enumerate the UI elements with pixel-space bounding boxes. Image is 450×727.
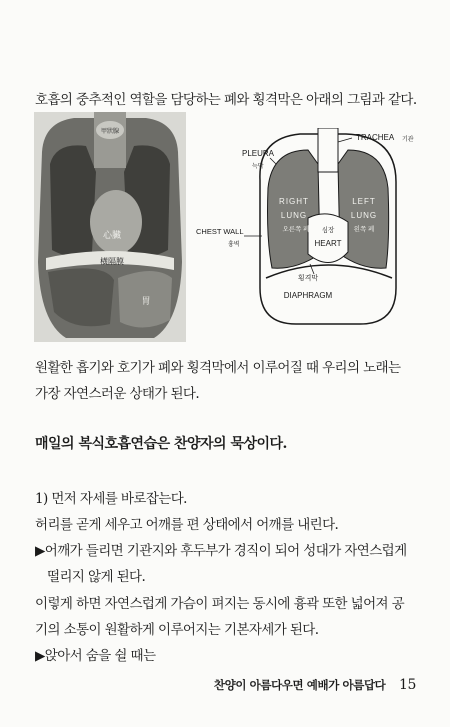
label-thyroid: 甲狀腺 (100, 129, 120, 135)
page-footer (214, 677, 416, 693)
running-title: 찬양이 아름다우면 예배가 아름답다 (213, 678, 386, 692)
label-heart-kr: 심장 (321, 227, 335, 234)
step-line: 허리를 곧게 세우고 어깨를 편 상태에서 어깨를 내린다. (35, 517, 339, 533)
label-left-lung-2: LUNG (350, 211, 378, 220)
step-line: 기의 소통이 원활하게 이루어지는 기본자세가 된다. (35, 622, 319, 638)
label-diaphragm: 橫隔膜 (100, 257, 124, 266)
step-line: 이렇게 하면 자연스럽게 가슴이 펴지는 동시에 흉곽 또한 넓어져 공 (35, 596, 405, 612)
label-diaphragm-kr: 횡격막 (297, 275, 319, 282)
paragraph-line: 가장 자연스러운 상태가 된다. (35, 386, 200, 402)
label-pleura-kr: 늑막 (252, 164, 264, 170)
label-right-lung-2: LUNG (280, 211, 308, 220)
step-line: ▶앉아서 숨을 쉴 때는 (35, 648, 156, 664)
anatomy-illustration (34, 112, 186, 342)
page-number: 15 (398, 677, 416, 693)
label-diaphragm-en: DIAPHRAGM (283, 291, 333, 300)
label-left-lung-kr: 왼쪽 폐 (353, 226, 375, 233)
label-right-lung-kr: 오른쪽 폐 (282, 226, 310, 233)
label-trachea: TRACHEA (356, 133, 395, 142)
paragraph-line: 원활한 흡기와 호기가 폐와 횡격막에서 이루어질 때 우리의 노래는 (35, 360, 401, 376)
label-trachea-kr: 기관 (402, 137, 414, 143)
label-chest-wall-kr: 흉벽 (228, 242, 240, 248)
label-heart-en: HEART (314, 239, 342, 248)
label-chest-wall: CHEST WALL (196, 227, 244, 236)
section-heading: 매일의 복식호흡연습은 찬양자의 묵상이다. (35, 436, 287, 452)
label-heart: 心臟 (102, 230, 122, 240)
step-line: 1) 먼저 자세를 바로잡는다. (35, 491, 187, 507)
step-line: ▶어깨가 들리면 기관지와 후두부가 경직이 되어 성대가 자연스럽게 (35, 543, 407, 559)
label-pleura: PLEURA (242, 149, 275, 158)
lung-diagram (196, 128, 422, 328)
label-stomach: 胃 (141, 296, 151, 306)
step-line: 떨리지 않게 된다. (47, 569, 146, 585)
label-left-lung-1: LEFT (352, 197, 376, 206)
intro-text: 호흡의 중추적인 역할을 담당하는 폐와 횡격막은 아래의 그림과 같다. (35, 92, 417, 108)
label-right-lung-1: RIGHT (279, 197, 309, 206)
